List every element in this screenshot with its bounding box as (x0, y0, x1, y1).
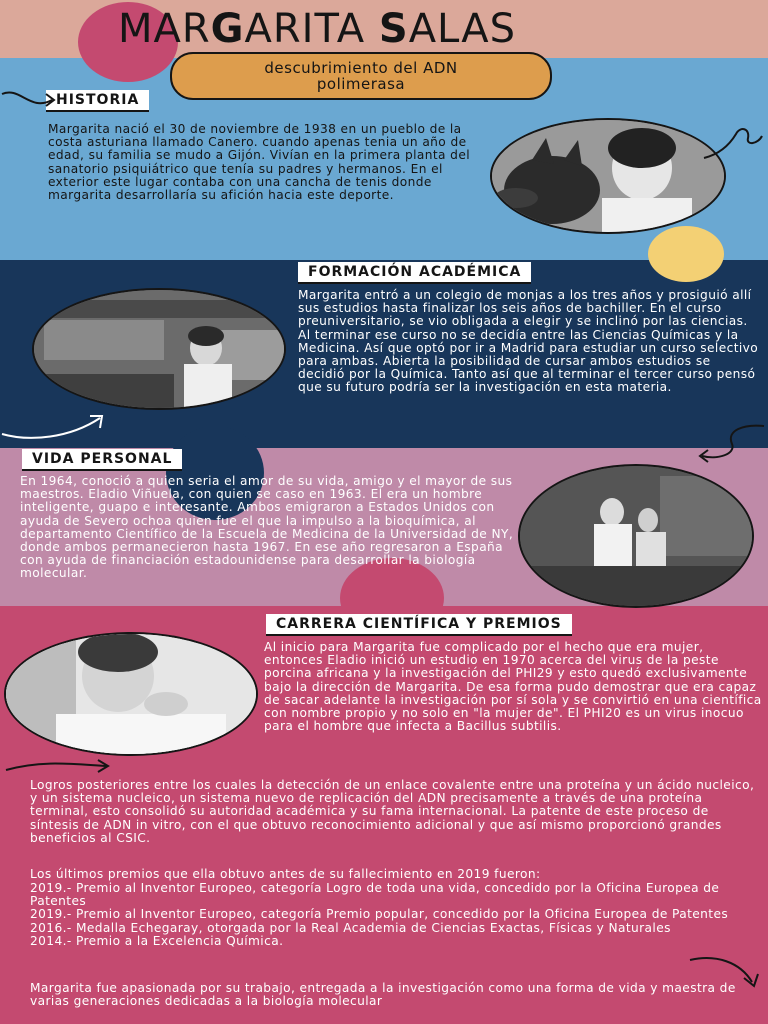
logros-text: Logros posteriores entre los cuales la detección de un enlace covalente entre una proteína y un ácido nucleico, y un sistema nucleico, un sistema nuevo de replicación del ADN precisamente a través de una proteína terminal, esto consolidó su autoridad académica y su fama internacional. La patente de este proceso de síntesis de ADN in vitro, con el que obtuvo reconocimiento adicional y que así mismo proporcionó grandes beneficios al CSIC. (30, 778, 755, 845)
closing-text: Margarita fue apasionada por su trabajo, entregada a la investigación como una forma de vida y maestra de varias generaciones dedicadas a la biología molecular (30, 981, 736, 1009)
historia-heading: HISTORIA (46, 90, 149, 112)
decorative-arrow-icon (686, 952, 766, 992)
list-item: 2016.- Medalla Echegaray, otorgada por la Real Academia de Ciencias Exactas, Físicas y Naturales (30, 920, 671, 935)
carrera-text: Al inicio para Margarita fue complicado por el hecho que era mujer, entonces Eladio inició un estudio en 1970 acerca del virus de la peste porcina africana y la investigación del PHI29 y esto quedó exclusivamente bajo la dirección de Margarita. De esa forma pudo demostrar que era capaz de sacar adelante la investigación por sí sola y se convirtió en una científica con nombre propio y no solo en "la mujer de". El PHI20 es un virus inocuo para el hombre que infecta a Bacillus subtilis. (264, 640, 762, 734)
vida-heading: VIDA PERSONAL (22, 449, 182, 471)
list-item: 2014.- Premio a la Excelencia Química. (30, 933, 284, 948)
poster-title (118, 4, 516, 54)
decorative-arrow-icon (2, 756, 112, 780)
decorative-arrow-icon (0, 84, 60, 114)
title-part: G (210, 6, 245, 52)
vida-text: En 1964, conoció a quien seria el amor de su vida, amigo y el mayor de sus maestros. Eladio Viñuela, con quien se caso en 1963. El era un hombre inteligente, guapo e interesante. Ambos emigraron a Estados Unidos con ayuda de Severo ochoa quien fue el que la impulso a la bioquímica, al departamento Científico de la Escuela de Medicina de la Universidad de NY, donde ambos permanecieron hasta 1967. En ese año regresaron a España con ayuda de financiación estadounidense para desarrollar la biología molecular. (20, 474, 514, 581)
title-part: S (378, 6, 409, 52)
title-part: MAR (118, 6, 211, 52)
portrait-photo (4, 632, 258, 756)
decorative-circle-yellow (648, 226, 724, 282)
subtitle-pill (170, 52, 552, 100)
historia-text: Margarita nació el 30 de noviembre de 1938 en un pueblo de la costa asturiana llamado Canero. cuando apenas tenia un año de edad, su familia se mudo a Gijón. Vivían en la primera planta del sanatorio psiquiátrico que tenía su padres y hermanos. En el exterior este lugar contaba con una cancha de tenis donde margarita desarrollaría su afición hacia este deporte. (48, 122, 470, 203)
title-part: ALAS (408, 6, 517, 52)
formacion-text: Margarita entró a un colegio de monjas a los tres años y prosiguió allí sus estudios hasta finalizar los seis años de bachiller. En el curso preuniversitario, se vio obligada a elegir y se inclinó por las ciencias. Al terminar ese curso no se decidía entre las Ciencias Químicas y la Medicina. Así que optó por ir a Madrid para estudiar un curso selectivo para ambas. Abierta la posibilidad de cursar ambos estudios se decidió por la Química. Tanto así que al terminar el tercer curso pensó que su futuro podría ser la investigación en esta materia. (298, 288, 759, 395)
premios-list (30, 882, 760, 948)
childhood-photo (490, 118, 726, 234)
formacion-heading: FORMACIÓN ACADÉMICA (298, 262, 531, 284)
couple-lab-photo (518, 464, 754, 608)
subtitle-line-1: descubrimiento del ADN (264, 59, 458, 77)
subtitle-line-2: polimerasa (316, 75, 406, 93)
decorative-arrow-icon (0, 408, 110, 442)
laboratory-photo (32, 288, 286, 410)
list-item: 2019.- Premio al Inventor Europeo, categoría Premio popular, concedido por la Oficina Europea de Patentes (30, 907, 729, 922)
carrera-heading: CARRERA CIENTÍFICA Y PREMIOS (266, 614, 572, 636)
decorative-arrow-icon (696, 420, 766, 466)
title-part: ARITA (244, 6, 379, 52)
premios-intro: Los últimos premios que ella obtuvo antes de su fallecimiento en 2019 fueron: (30, 867, 541, 881)
list-item: 2019.- Premio al Inventor Europeo, categoría Logro de toda una vida, concedido por la Oficina Europea de Patentes (30, 881, 720, 909)
decorative-squiggle-icon (700, 124, 766, 164)
